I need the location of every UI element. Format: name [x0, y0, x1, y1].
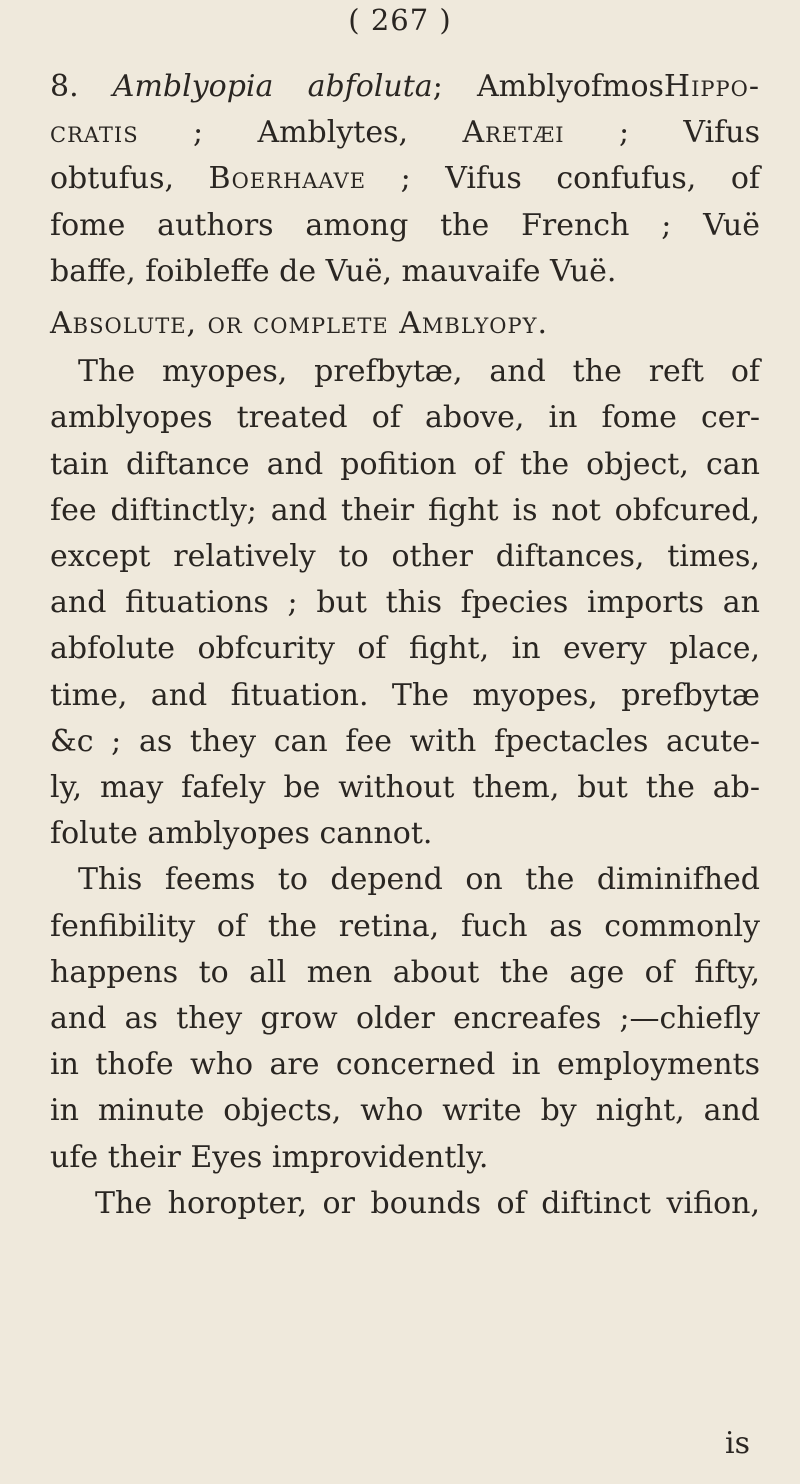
catchword: is [725, 1426, 750, 1461]
text-line: amblyopes treated of above, in fome cer- [50, 400, 760, 436]
page-number: ( 267 ) [348, 3, 452, 37]
paragraph-8 [50, 64, 760, 295]
text-line: fenfibility of the retina, fuch as commonly [50, 908, 760, 944]
paragraph-8-line-1 [50, 64, 760, 110]
paragraph-8-line-4: fome authors among the French ; Vuë [50, 207, 760, 243]
text-line: ly, may fafely be without them, but the ab- [50, 770, 760, 806]
text-line: abfolute obfcurity of fight, in every place, [50, 631, 760, 667]
synonym-text: ; Vifus confufus, of [400, 161, 760, 197]
text-line: This feems to depend on the diminifhed [78, 862, 760, 898]
section-heading: Absolute, or complete Amblyopy. [50, 306, 549, 342]
page-body [50, 64, 760, 1227]
section-title: Amblyopia abfoluta [112, 69, 433, 104]
text-line: except relatively to other diftances, times, [50, 539, 760, 575]
author-name: Hippo- [663, 69, 760, 104]
text-line: fee diftinctly; and their fight is not obfcured, [50, 492, 760, 528]
text-line: The horopter, or bounds of diftinct vifion, [95, 1185, 760, 1221]
paragraph-8-line-5: baffe, foibleffe de Vuë, mauvaife Vuë. [50, 253, 617, 289]
synonym-text: ; Amblytes, [192, 115, 409, 151]
paragraph-a [50, 349, 760, 857]
paragraph-b [50, 857, 760, 1180]
paragraph-8-line-2 [50, 110, 760, 156]
synonym-text: obtufus, [50, 161, 174, 197]
text-line: and fituations ; but this fpecies imports an [50, 585, 760, 621]
text-line: folute amblyopes cannot. [50, 816, 433, 852]
paragraph-c [50, 1181, 760, 1227]
text-line: &c ; as they can fee with fpectacles acute- [50, 723, 760, 759]
text-line: The myopes, prefbytæ, and the reft of [78, 354, 760, 390]
synonym-text: ; Vifus [618, 115, 760, 151]
text-line: and as they grow older encreafes ;—chiefly [50, 1001, 760, 1037]
text-line: in minute objects, who write by night, and [50, 1093, 760, 1129]
synonym-text: ; Amblyofmos [432, 69, 664, 104]
paragraph-8-line-3 [50, 156, 760, 202]
section-number: 8. [50, 69, 79, 104]
text-line: ufe their Eyes improvidently. [50, 1139, 489, 1175]
author-name: cratis [50, 115, 139, 151]
text-line: time, and fituation. The myopes, prefbytæ [50, 677, 760, 713]
author-name: Aretæi [462, 115, 565, 151]
author-name: Boerhaave [208, 161, 367, 197]
text-line: in thofe who are concerned in employments [50, 1047, 760, 1083]
text-line: tain diftance and pofition of the object, can [50, 446, 760, 482]
text-line: happens to all men about the age of fifty, [50, 954, 760, 990]
